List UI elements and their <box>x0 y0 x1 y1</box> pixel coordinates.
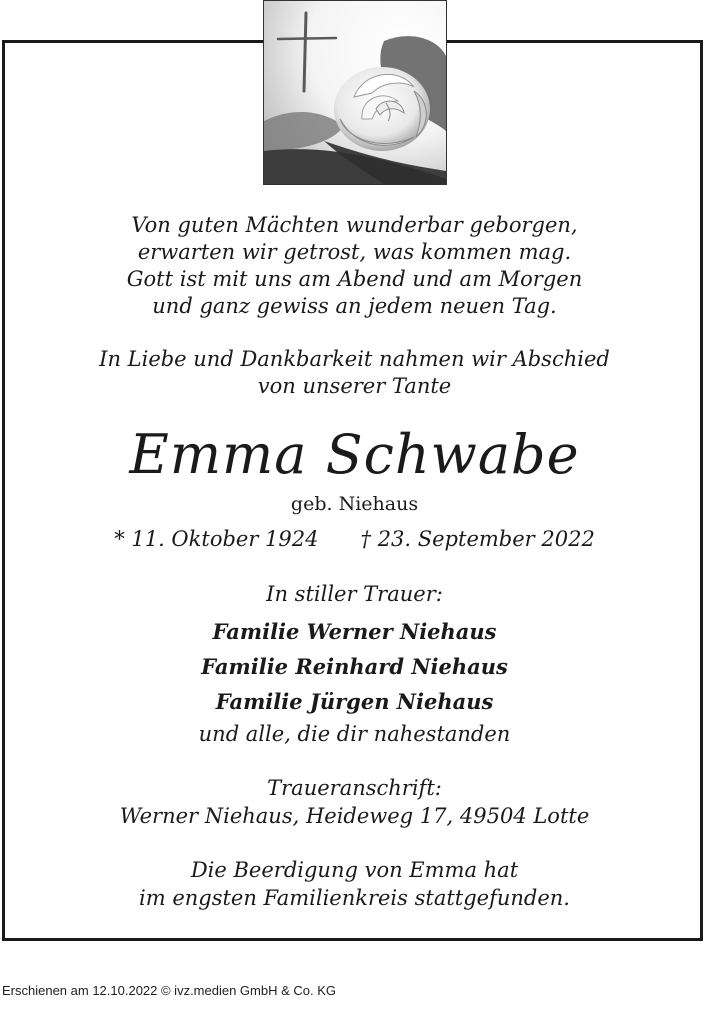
farewell-block <box>0 346 709 400</box>
poem-line: Gott ist mit uns am Abend und am Morgen <box>126 267 583 291</box>
maiden-name: geb. Niehaus <box>290 493 419 515</box>
family-name: Familie Jürgen Niehaus <box>215 689 494 714</box>
publication-footer: Erschienen am 12.10.2022 © ivz.medien GmbH & Co. KG <box>2 983 337 998</box>
address-value: Werner Niehaus, Heideweg 17, 49504 Lotte <box>119 804 590 828</box>
burial-line: Die Beerdigung von Emma hat <box>190 858 519 882</box>
mourners-intro: In stiller Trauer: <box>266 582 443 606</box>
poem-line: erwarten wir getrost, was kommen mag. <box>137 240 572 264</box>
poem-block <box>0 212 709 320</box>
address-label: Traueranschrift: <box>267 776 442 800</box>
deceased-name: Emma Schwabe <box>129 423 580 486</box>
life-dates <box>0 525 709 553</box>
rose-icon <box>334 67 430 151</box>
others-line: und alle, die dir nahestanden <box>198 722 511 746</box>
farewell-line: von unserer Tante <box>257 374 452 398</box>
poem-line: und ganz gewiss an jedem neuen Tag. <box>152 294 557 318</box>
family-name: Familie Werner Niehaus <box>212 619 497 644</box>
farewell-line: In Liebe und Dankbarkeit nahmen wir Abschied <box>99 347 610 371</box>
family-name: Familie Reinhard Niehaus <box>201 654 508 679</box>
address-block <box>0 774 709 830</box>
burial-note <box>0 856 709 912</box>
rose-photo <box>263 0 447 185</box>
burial-line: im engsten Familienkreis stattgefunden. <box>139 886 570 910</box>
birth-date: * 11. Oktober 1924 <box>114 527 319 551</box>
death-date: † 23. September 2022 <box>360 527 595 551</box>
family-list <box>0 614 709 719</box>
poem-line: Von guten Mächten wunderbar geborgen, <box>131 213 578 237</box>
